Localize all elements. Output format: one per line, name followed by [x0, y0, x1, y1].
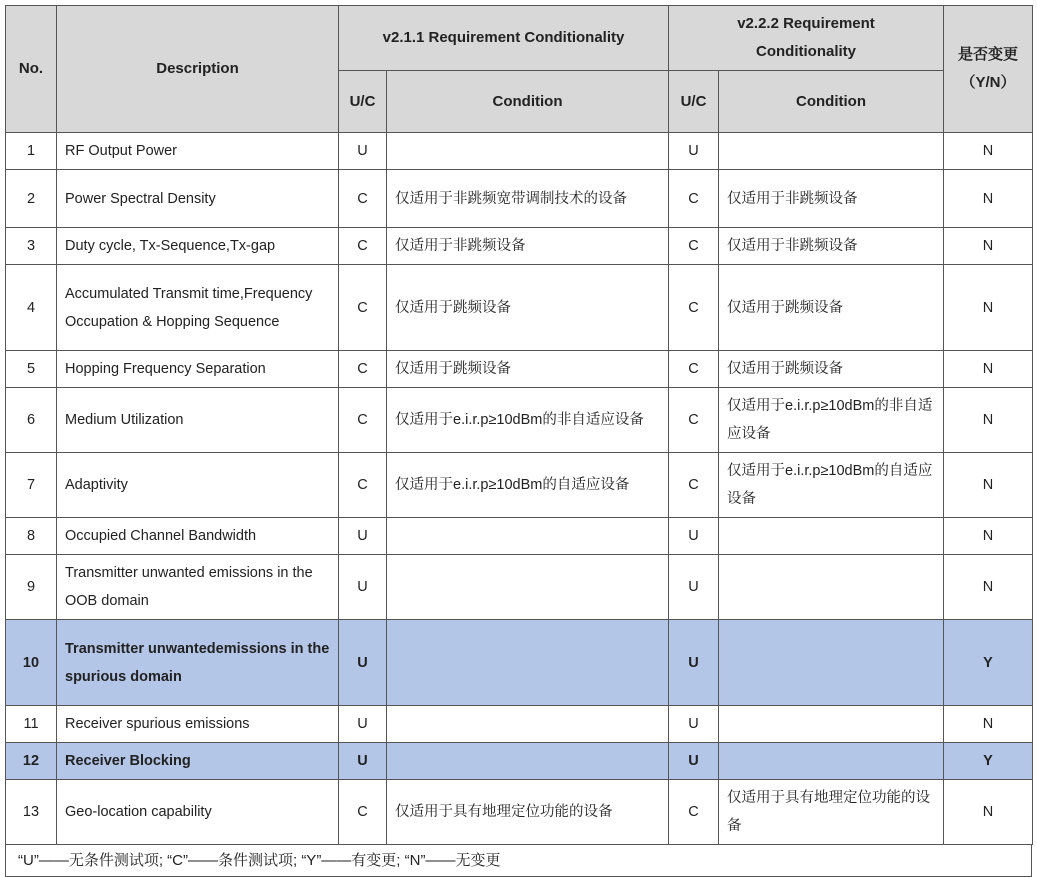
row-uc-v211: C [339, 351, 387, 388]
row-uc-v211: U [339, 620, 387, 706]
row-condition-v222: 仅适用于e.i.r.p≥10dBm的非自适应设备 [719, 388, 944, 453]
row-condition-v222: 仅适用于跳频设备 [719, 351, 944, 388]
row-uc-v222: U [669, 555, 719, 620]
row-number: 1 [6, 133, 57, 170]
table-row [6, 518, 1033, 555]
table-row [6, 706, 1033, 743]
row-uc-v211: C [339, 388, 387, 453]
row-changed: N [944, 453, 1033, 518]
row-condition-v211: 仅适用于非跳频宽带调制技术的设备 [387, 170, 669, 228]
table-row [6, 170, 1033, 228]
row-uc-v222: C [669, 351, 719, 388]
row-changed: Y [944, 743, 1033, 780]
header-changed: 是否变更（Y/N） [944, 6, 1033, 133]
row-uc-v222: C [669, 453, 719, 518]
row-condition-v222 [719, 555, 944, 620]
row-description: Transmitter unwanted emissions in the OOB domain [57, 555, 339, 620]
row-condition-v211: 仅适用于跳频设备 [387, 265, 669, 351]
row-description: RF Output Power [57, 133, 339, 170]
header-condition-v211: Condition [387, 71, 669, 133]
row-changed: N [944, 351, 1033, 388]
row-uc-v211: U [339, 743, 387, 780]
header-v211: v2.1.1 Requirement Conditionality [339, 6, 669, 71]
table-row [6, 351, 1033, 388]
footnote: “U”——无条件测试项; “C”——条件测试项; “Y”——有变更; “N”——无变更 [5, 845, 1032, 877]
table-row [6, 228, 1033, 265]
row-description: Transmitter unwantedemissions in the spurious domain [57, 620, 339, 706]
row-number: 6 [6, 388, 57, 453]
row-number: 12 [6, 743, 57, 780]
row-condition-v222 [719, 133, 944, 170]
row-condition-v211: 仅适用于具有地理定位功能的设备 [387, 780, 669, 845]
table-row [6, 133, 1033, 170]
row-changed: N [944, 780, 1033, 845]
row-description: Accumulated Transmit time,Frequency Occupation & Hopping Sequence [57, 265, 339, 351]
row-condition-v222 [719, 706, 944, 743]
row-uc-v211: C [339, 780, 387, 845]
row-condition-v222: 仅适用于非跳频设备 [719, 228, 944, 265]
row-uc-v211: U [339, 518, 387, 555]
row-number: 8 [6, 518, 57, 555]
header-description: Description [57, 6, 339, 133]
requirement-table-container [5, 5, 1032, 877]
table-header [6, 6, 1033, 133]
row-uc-v211: U [339, 133, 387, 170]
table-body [6, 133, 1033, 845]
header-v222: v2.2.2 Requirement Conditionality [669, 6, 944, 71]
row-number: 9 [6, 555, 57, 620]
row-uc-v211: U [339, 555, 387, 620]
table-row [6, 620, 1033, 706]
row-changed: N [944, 228, 1033, 265]
row-condition-v222: 仅适用于跳频设备 [719, 265, 944, 351]
header-condition-v222: Condition [719, 71, 944, 133]
row-condition-v222: 仅适用于e.i.r.p≥10dBm的自适应设备 [719, 453, 944, 518]
row-uc-v222: C [669, 265, 719, 351]
row-condition-v222: 仅适用于具有地理定位功能的设备 [719, 780, 944, 845]
row-changed: N [944, 518, 1033, 555]
row-condition-v222 [719, 518, 944, 555]
row-changed: N [944, 170, 1033, 228]
row-uc-v222: C [669, 228, 719, 265]
row-description: Hopping Frequency Separation [57, 351, 339, 388]
row-description: Receiver spurious emissions [57, 706, 339, 743]
row-condition-v211: 仅适用于跳频设备 [387, 351, 669, 388]
row-uc-v211: C [339, 228, 387, 265]
row-uc-v222: U [669, 620, 719, 706]
row-uc-v211: U [339, 706, 387, 743]
row-description: Occupied Channel Bandwidth [57, 518, 339, 555]
row-uc-v211: C [339, 265, 387, 351]
row-uc-v211: C [339, 170, 387, 228]
row-number: 2 [6, 170, 57, 228]
row-condition-v211: 仅适用于e.i.r.p≥10dBm的自适应设备 [387, 453, 669, 518]
row-condition-v211 [387, 555, 669, 620]
table-row [6, 555, 1033, 620]
table-row [6, 453, 1033, 518]
row-changed: N [944, 555, 1033, 620]
row-uc-v211: C [339, 453, 387, 518]
row-changed: N [944, 265, 1033, 351]
row-condition-v211 [387, 743, 669, 780]
row-number: 13 [6, 780, 57, 845]
row-condition-v211: 仅适用于e.i.r.p≥10dBm的非自适应设备 [387, 388, 669, 453]
row-uc-v222: U [669, 706, 719, 743]
table-row [6, 388, 1033, 453]
row-number: 5 [6, 351, 57, 388]
row-uc-v222: U [669, 518, 719, 555]
table-row [6, 780, 1033, 845]
row-number: 3 [6, 228, 57, 265]
row-number: 10 [6, 620, 57, 706]
row-uc-v222: U [669, 133, 719, 170]
row-description: Power Spectral Density [57, 170, 339, 228]
row-uc-v222: C [669, 388, 719, 453]
header-no: No. [6, 6, 57, 133]
row-uc-v222: U [669, 743, 719, 780]
header-uc-v222: U/C [669, 71, 719, 133]
row-description: Adaptivity [57, 453, 339, 518]
row-condition-v222 [719, 743, 944, 780]
requirement-table [5, 5, 1033, 845]
row-condition-v222: 仅适用于非跳频设备 [719, 170, 944, 228]
row-changed: Y [944, 620, 1033, 706]
row-condition-v211 [387, 706, 669, 743]
row-changed: N [944, 133, 1033, 170]
row-uc-v222: C [669, 780, 719, 845]
row-condition-v211 [387, 133, 669, 170]
row-number: 4 [6, 265, 57, 351]
row-description: Geo-location capability [57, 780, 339, 845]
row-uc-v222: C [669, 170, 719, 228]
row-condition-v222 [719, 620, 944, 706]
row-changed: N [944, 706, 1033, 743]
row-condition-v211: 仅适用于非跳频设备 [387, 228, 669, 265]
header-uc-v211: U/C [339, 71, 387, 133]
row-changed: N [944, 388, 1033, 453]
row-description: Medium Utilization [57, 388, 339, 453]
row-condition-v211 [387, 620, 669, 706]
table-row [6, 265, 1033, 351]
row-number: 11 [6, 706, 57, 743]
row-description: Receiver Blocking [57, 743, 339, 780]
row-number: 7 [6, 453, 57, 518]
row-description: Duty cycle, Tx-Sequence,Tx-gap [57, 228, 339, 265]
row-condition-v211 [387, 518, 669, 555]
table-row [6, 743, 1033, 780]
